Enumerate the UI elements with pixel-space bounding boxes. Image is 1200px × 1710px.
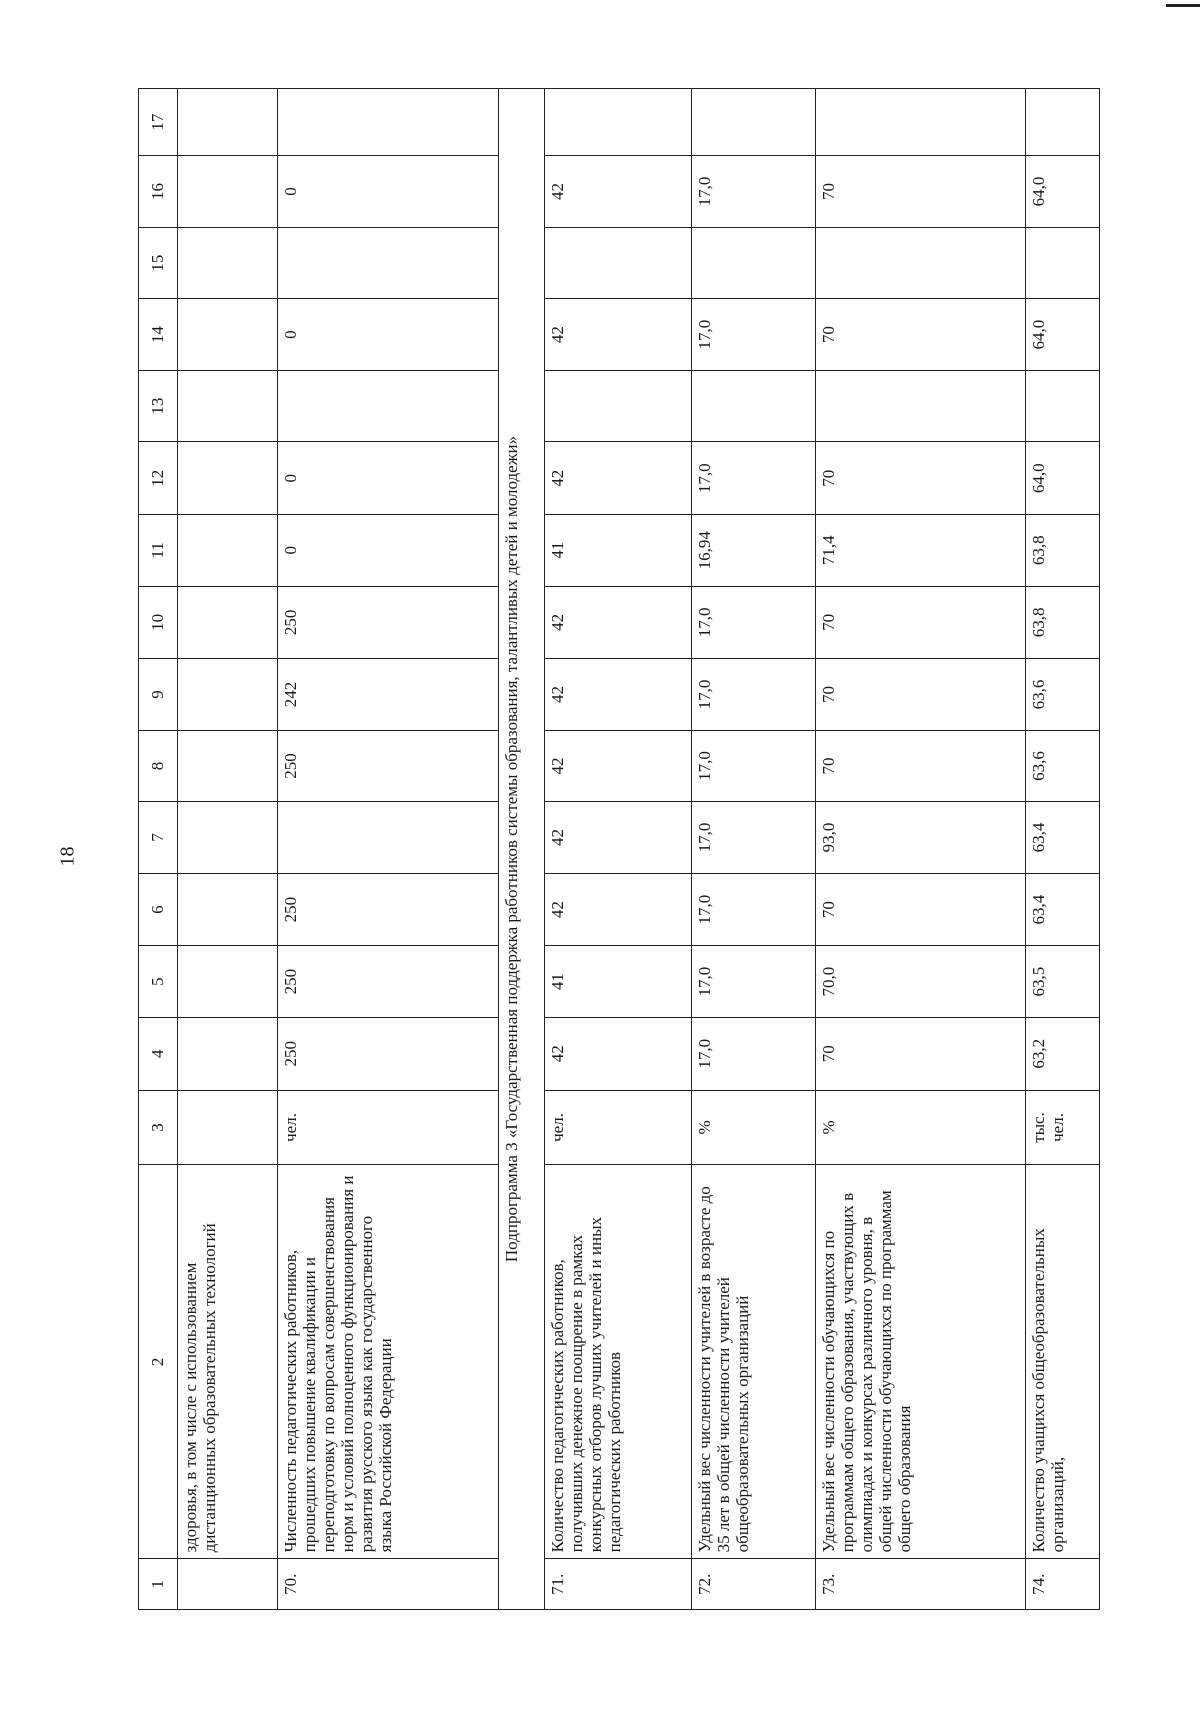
value-cell: 71,4	[816, 515, 1026, 587]
value-cell	[178, 442, 278, 515]
value-cell	[816, 370, 1026, 442]
value-cell: 42	[544, 442, 691, 515]
value-cell: 42	[544, 586, 691, 659]
unit-cell: чел.	[277, 1090, 498, 1165]
value-cell: 17,0	[692, 659, 816, 731]
table-row	[544, 89, 691, 1610]
col-header: 6	[139, 873, 178, 946]
value-cell	[178, 730, 278, 802]
row-number: 73.	[816, 1559, 1026, 1610]
col-header: 11	[139, 515, 178, 587]
value-cell: 41	[544, 946, 691, 1018]
value-cell: 42	[544, 873, 691, 946]
value-cell: 70	[816, 586, 1026, 659]
col-header: 4	[139, 1017, 178, 1090]
col-header: 12	[139, 442, 178, 515]
value-cell	[692, 370, 816, 442]
value-cell: 250	[277, 586, 498, 659]
table-row	[816, 89, 1026, 1610]
subprogram-row	[498, 89, 544, 1610]
col-header: 5	[139, 946, 178, 1018]
indicator-table	[138, 88, 1100, 1610]
value-cell	[178, 370, 278, 442]
col-header: 1	[139, 1559, 178, 1610]
col-header: 8	[139, 730, 178, 802]
col-header: 15	[139, 227, 178, 299]
value-cell	[178, 89, 278, 156]
value-cell	[277, 802, 498, 874]
value-cell: 70,0	[816, 946, 1026, 1018]
col-header: 7	[139, 802, 178, 874]
col-header: 9	[139, 659, 178, 731]
value-cell	[178, 802, 278, 874]
table-row	[277, 89, 498, 1610]
value-cell: 16,94	[692, 515, 816, 587]
value-cell: 63,5	[1026, 946, 1100, 1018]
value-cell	[178, 659, 278, 731]
value-cell: 42	[544, 156, 691, 228]
value-cell: 250	[277, 1017, 498, 1090]
col-header: 16	[139, 156, 178, 228]
unit-cell: %	[692, 1090, 816, 1165]
value-cell: 70	[816, 730, 1026, 802]
indicator-text: Удельный вес численности обучающихся по программам общего образования, участвующих в олимпиадах и конкурсах различного уровня, в общей численности обучающихся по программам общего образования	[816, 1165, 1026, 1559]
value-cell: 0	[277, 156, 498, 228]
value-cell	[178, 156, 278, 228]
row-number: 74.	[1026, 1559, 1100, 1610]
value-cell	[178, 586, 278, 659]
indicator-text: Удельный вес численности учителей в возрасте до 35 лет в общей численности учителей общеобразовательных организаций	[692, 1165, 816, 1559]
value-cell: 93,0	[816, 802, 1026, 874]
value-cell	[178, 873, 278, 946]
col-header: 17	[139, 89, 178, 156]
row-number	[178, 1559, 278, 1610]
value-cell	[277, 370, 498, 442]
page-number: 18	[56, 846, 79, 867]
value-cell: 42	[544, 1017, 691, 1090]
value-cell: 250	[277, 946, 498, 1018]
header-row	[139, 89, 178, 1610]
value-cell: 64,0	[1026, 156, 1100, 228]
value-cell: 0	[277, 515, 498, 587]
corner-mark	[1166, 4, 1200, 7]
value-cell	[1026, 89, 1100, 156]
subprogram-title: Подпрограмма 3 «Государственная поддержка работников системы образования, талантливых детей и молодежи»	[498, 89, 544, 1610]
unit-cell	[178, 1090, 278, 1165]
value-cell: 64,0	[1026, 442, 1100, 515]
value-cell: 42	[544, 730, 691, 802]
row-number: 72.	[692, 1559, 816, 1610]
value-cell: 70	[816, 1017, 1026, 1090]
indicator-text: здоровья, в том числе с использованием дистанционных образовательных технологий	[178, 1165, 278, 1559]
value-cell: 63,6	[1026, 730, 1100, 802]
indicator-text: Количество педагогических работников, получивших денежное поощрение в рамках конкурсных отборов лучших учителей и иных педагогических работников	[544, 1165, 691, 1559]
table-row	[178, 89, 278, 1610]
col-header: 13	[139, 370, 178, 442]
table-body	[178, 89, 1100, 1610]
value-cell: 70	[816, 873, 1026, 946]
value-cell	[277, 227, 498, 299]
value-cell	[692, 89, 816, 156]
unit-cell: тыс. чел.	[1026, 1090, 1100, 1165]
value-cell: 63,2	[1026, 1017, 1100, 1090]
table-row	[1026, 89, 1100, 1610]
value-cell: 17,0	[692, 946, 816, 1018]
value-cell: 242	[277, 659, 498, 731]
value-cell: 17,0	[692, 299, 816, 371]
value-cell	[1026, 370, 1100, 442]
indicator-text: Численность педагогических работников, прошедших повышение квалификации и переподготовку по вопросам совершенствования норм и условий полноценного функционирования и развития русского языка как государственного языка Российской Федерации	[277, 1165, 498, 1559]
value-cell: 42	[544, 802, 691, 874]
value-cell: 42	[544, 659, 691, 731]
value-cell	[178, 227, 278, 299]
unit-cell: %	[816, 1090, 1026, 1165]
value-cell: 63,4	[1026, 802, 1100, 874]
value-cell: 17,0	[692, 873, 816, 946]
value-cell: 42	[544, 299, 691, 371]
value-cell: 70	[816, 299, 1026, 371]
value-cell: 63,8	[1026, 515, 1100, 587]
value-cell: 250	[277, 730, 498, 802]
value-cell	[544, 227, 691, 299]
value-cell	[692, 227, 816, 299]
value-cell	[178, 515, 278, 587]
value-cell: 41	[544, 515, 691, 587]
value-cell: 64,0	[1026, 299, 1100, 371]
value-cell: 250	[277, 873, 498, 946]
row-number: 71.	[544, 1559, 691, 1610]
value-cell: 70	[816, 659, 1026, 731]
col-header: 14	[139, 299, 178, 371]
value-cell	[816, 227, 1026, 299]
value-cell: 63,8	[1026, 586, 1100, 659]
value-cell: 70	[816, 156, 1026, 228]
value-cell: 17,0	[692, 442, 816, 515]
value-cell: 0	[277, 299, 498, 371]
value-cell	[277, 89, 498, 156]
value-cell	[178, 946, 278, 1018]
col-header: 2	[139, 1165, 178, 1559]
unit-cell: чел.	[544, 1090, 691, 1165]
table-row	[692, 89, 816, 1610]
value-cell	[178, 299, 278, 371]
col-header: 3	[139, 1090, 178, 1165]
value-cell: 63,6	[1026, 659, 1100, 731]
value-cell: 17,0	[692, 1017, 816, 1090]
value-cell: 17,0	[692, 586, 816, 659]
value-cell: 63,4	[1026, 873, 1100, 946]
value-cell	[816, 89, 1026, 156]
rotated-table-container	[138, 88, 1100, 1610]
indicator-text: Количество учащихся общеобразовательных организаций,	[1026, 1165, 1100, 1559]
value-cell	[544, 370, 691, 442]
row-number: 70.	[277, 1559, 498, 1610]
value-cell: 70	[816, 442, 1026, 515]
value-cell	[178, 1017, 278, 1090]
value-cell: 17,0	[692, 802, 816, 874]
value-cell: 17,0	[692, 730, 816, 802]
col-header: 10	[139, 586, 178, 659]
value-cell: 17,0	[692, 156, 816, 228]
value-cell: 0	[277, 442, 498, 515]
value-cell	[544, 89, 691, 156]
value-cell	[1026, 227, 1100, 299]
table-frame	[138, 88, 1100, 1610]
